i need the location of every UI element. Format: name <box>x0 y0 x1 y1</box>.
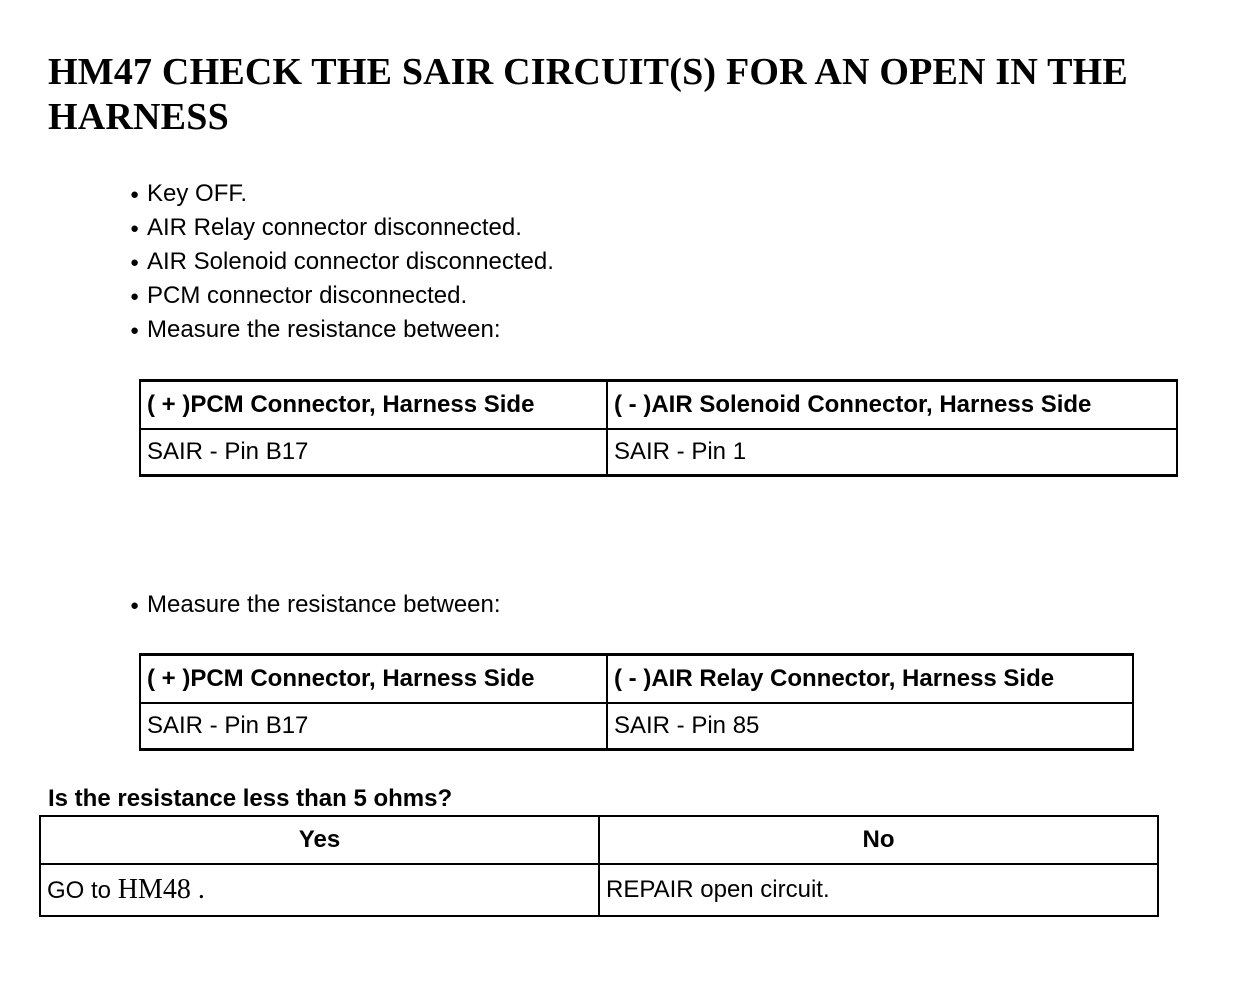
table-cell: SAIR - Pin B17 <box>140 429 607 476</box>
table-cell: SAIR - Pin 1 <box>607 429 1177 476</box>
table-row <box>140 703 1133 750</box>
table-header-cell: ( - )AIR Relay Connector, Harness Side <box>607 655 1133 704</box>
table-header-cell: ( - )AIR Solenoid Connector, Harness Side <box>607 381 1177 430</box>
yes-header: Yes <box>40 816 599 864</box>
yes-action-cell <box>40 864 599 916</box>
steps-list <box>130 177 554 347</box>
table-header-cell: ( + )PCM Connector, Harness Side <box>140 655 607 704</box>
table-cell: SAIR - Pin 85 <box>607 703 1133 750</box>
list-item: ● Key OFF. <box>130 177 554 211</box>
page-title: HM47 CHECK THE SAIR CIRCUIT(S) FOR AN OPEN IN THE HARNESS <box>48 51 1128 138</box>
no-action-cell: REPAIR open circuit. <box>599 864 1158 916</box>
yes-action-text: GO to <box>47 877 112 904</box>
bullet-icon: ● <box>130 288 140 305</box>
hm48-link[interactable]: HM48 . <box>117 874 205 905</box>
question-text: Is the resistance less than 5 ohms? <box>48 785 453 812</box>
bullet-icon: ● <box>130 220 140 237</box>
table-header-row <box>140 655 1133 704</box>
bullet-icon: ● <box>130 254 140 271</box>
list-item: ● PCM connector disconnected. <box>130 279 554 313</box>
bullet-icon: ● <box>130 322 140 339</box>
relay-measurement-table <box>139 653 1134 751</box>
bullet-icon: ● <box>130 597 140 614</box>
table-row <box>140 429 1177 476</box>
table-header-row <box>40 816 1158 864</box>
table-header-row <box>140 381 1177 430</box>
list-item: ● AIR Relay connector disconnected. <box>130 211 554 245</box>
list-item: ● Measure the resistance between: <box>130 313 554 347</box>
bullet-icon: ● <box>130 186 140 203</box>
table-cell: SAIR - Pin B17 <box>140 703 607 750</box>
list-item: ● AIR Solenoid connector disconnected. <box>130 245 554 279</box>
answer-table <box>39 815 1159 917</box>
table-header-cell: ( + )PCM Connector, Harness Side <box>140 381 607 430</box>
solenoid-measurement-table <box>139 379 1178 477</box>
table-row <box>40 864 1158 916</box>
list-item: ● Measure the resistance between: <box>130 588 501 622</box>
no-header: No <box>599 816 1158 864</box>
steps-list-2 <box>130 588 501 622</box>
